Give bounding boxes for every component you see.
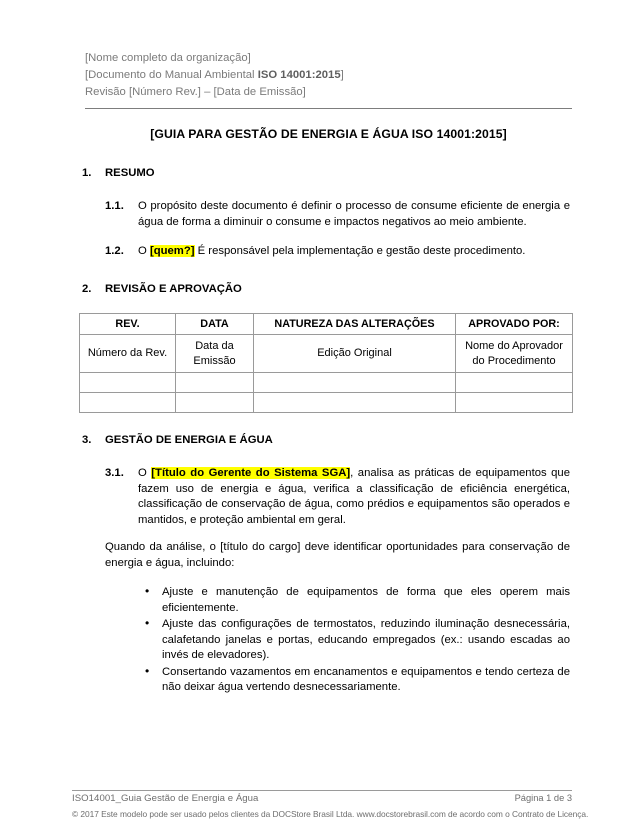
list-item: • Ajuste e manutenção de equipamentos de forma que eles operem mais eficientemente. bbox=[144, 585, 570, 616]
subsection-1-1 bbox=[105, 199, 570, 230]
table-row[interactable] bbox=[80, 335, 573, 373]
subsection-number-1-1: 1.1. bbox=[105, 200, 124, 212]
footer-page-number: Página 1 de 3 bbox=[514, 793, 572, 803]
highlight-titulo-gerente: [Título do Gerente do Sistema SGA] bbox=[151, 467, 351, 479]
section-label-1: RESUMO bbox=[105, 167, 155, 179]
cell-natureza-2[interactable] bbox=[254, 373, 456, 393]
subsection-3-1-prefix: O bbox=[138, 467, 152, 479]
opportunities-bullet-list bbox=[144, 585, 570, 696]
table-header-row bbox=[80, 313, 573, 335]
revision-table-wrapper bbox=[79, 313, 572, 414]
revision-table-body bbox=[80, 335, 573, 413]
cell-data-3[interactable] bbox=[176, 393, 254, 413]
list-item: • Ajuste das configurações de termostatos, reduzindo iluminação desnecessária, calafetando janelas e portas, educando empregados (ex.: usando escadas ao invés de elevadores). bbox=[144, 617, 570, 664]
subsection-number-3-1: 3.1. bbox=[105, 467, 124, 479]
highlight-quem: [quem?] bbox=[149, 245, 195, 257]
header-divider bbox=[85, 108, 572, 109]
column-header-natureza: NATUREZA DAS ALTERAÇÕES bbox=[254, 313, 456, 335]
document-body bbox=[0, 166, 643, 697]
list-item: • Consertando vazamentos em encanamentos e equipamentos e tendo certeza de não deixar água vertendo desnecessariamente. bbox=[144, 665, 570, 696]
footer-divider bbox=[72, 790, 572, 791]
section-number-2: 2. bbox=[82, 282, 92, 295]
section-heading-2 bbox=[82, 282, 572, 297]
section-number-1: 1. bbox=[82, 167, 92, 179]
cell-rev-3[interactable] bbox=[80, 393, 176, 413]
cell-natureza-1[interactable]: Edição Original bbox=[254, 335, 456, 373]
page-title: [GUIA PARA GESTÃO DE ENERGIA E ÁGUA ISO 14001:2015] bbox=[150, 127, 507, 141]
section-number-3: 3. bbox=[82, 434, 92, 446]
footer-main-row bbox=[72, 793, 572, 804]
column-header-data: DATA bbox=[176, 313, 254, 335]
section-heading-3 bbox=[82, 433, 572, 448]
subsection-number-1-2: 1.2. bbox=[105, 245, 124, 257]
column-header-rev: REV. bbox=[80, 313, 176, 335]
footer-document-name: ISO14001_Guia Gestão de Energia e Água bbox=[72, 793, 259, 804]
cell-natureza-3[interactable] bbox=[254, 393, 456, 413]
header-manual-line bbox=[85, 67, 572, 84]
subsection-text-3-1 bbox=[138, 466, 570, 528]
table-row[interactable] bbox=[80, 373, 573, 393]
cell-data-2[interactable] bbox=[176, 373, 254, 393]
cell-aprovado-1[interactable]: Nome do Aprovador do Procedimento bbox=[456, 335, 573, 373]
header-manual-prefix: [Documento do Manual Ambiental bbox=[85, 69, 258, 81]
document-header bbox=[85, 50, 572, 101]
revision-table-head bbox=[80, 313, 573, 335]
header-manual-suffix: ] bbox=[340, 69, 344, 81]
cell-rev-1[interactable]: Número da Rev. bbox=[80, 335, 176, 373]
subsection-1-2 bbox=[105, 244, 570, 260]
table-row[interactable] bbox=[80, 393, 573, 413]
footer-copyright: © 2017 Este modelo pode ser usado pelos clientes da DOCStore Brasil Ltda. www.docstorebrasil.com de acordo com o Contrato de Licença. bbox=[72, 809, 589, 819]
header-manual-standard: ISO 14001:2015 bbox=[257, 69, 341, 81]
section-label-3: GESTÃO DE ENERGIA E ÁGUA bbox=[105, 434, 273, 446]
subsection-3-1 bbox=[105, 466, 570, 528]
cell-aprovado-3[interactable] bbox=[456, 393, 573, 413]
header-organization-line: [Nome completo da organização] bbox=[85, 52, 251, 64]
subsection-1-2-prefix: O bbox=[138, 245, 150, 257]
header-revision-line: Revisão [Número Rev.] – [Data de Emissão] bbox=[85, 86, 306, 98]
subsection-3-1-suffix: , analisa as práticas de equipamentos que fazem uso de energia e água, verifica a classificação de eficiência energética, classificação de conservação de água, como prédios e equipamentos são operados e mantidos, e proteção ambiental em geral. bbox=[138, 467, 570, 526]
cell-rev-2[interactable] bbox=[80, 373, 176, 393]
subsection-text-1-2 bbox=[138, 244, 570, 260]
column-header-aprovado: APROVADO POR: bbox=[456, 313, 573, 335]
cell-aprovado-2[interactable] bbox=[456, 373, 573, 393]
section-label-2: REVISÃO E APROVAÇÃO bbox=[105, 282, 242, 295]
section-heading-1 bbox=[82, 166, 572, 181]
revision-table bbox=[79, 313, 573, 414]
subsection-text-1-1: O propósito deste documento é definir o processo de consume eficiente de energia e água de forma a diminuir o consume e impactos negativos ao meio ambiente. bbox=[138, 200, 570, 228]
analysis-paragraph: Quando da análise, o [título do cargo] deve identificar oportunidades para conservação de energia e água, incluindo: bbox=[105, 541, 570, 569]
cell-data-1[interactable]: Data da Emissão bbox=[176, 335, 254, 373]
subsection-1-2-suffix: É responsável pela implementação e gestão deste procedimento. bbox=[194, 245, 526, 257]
